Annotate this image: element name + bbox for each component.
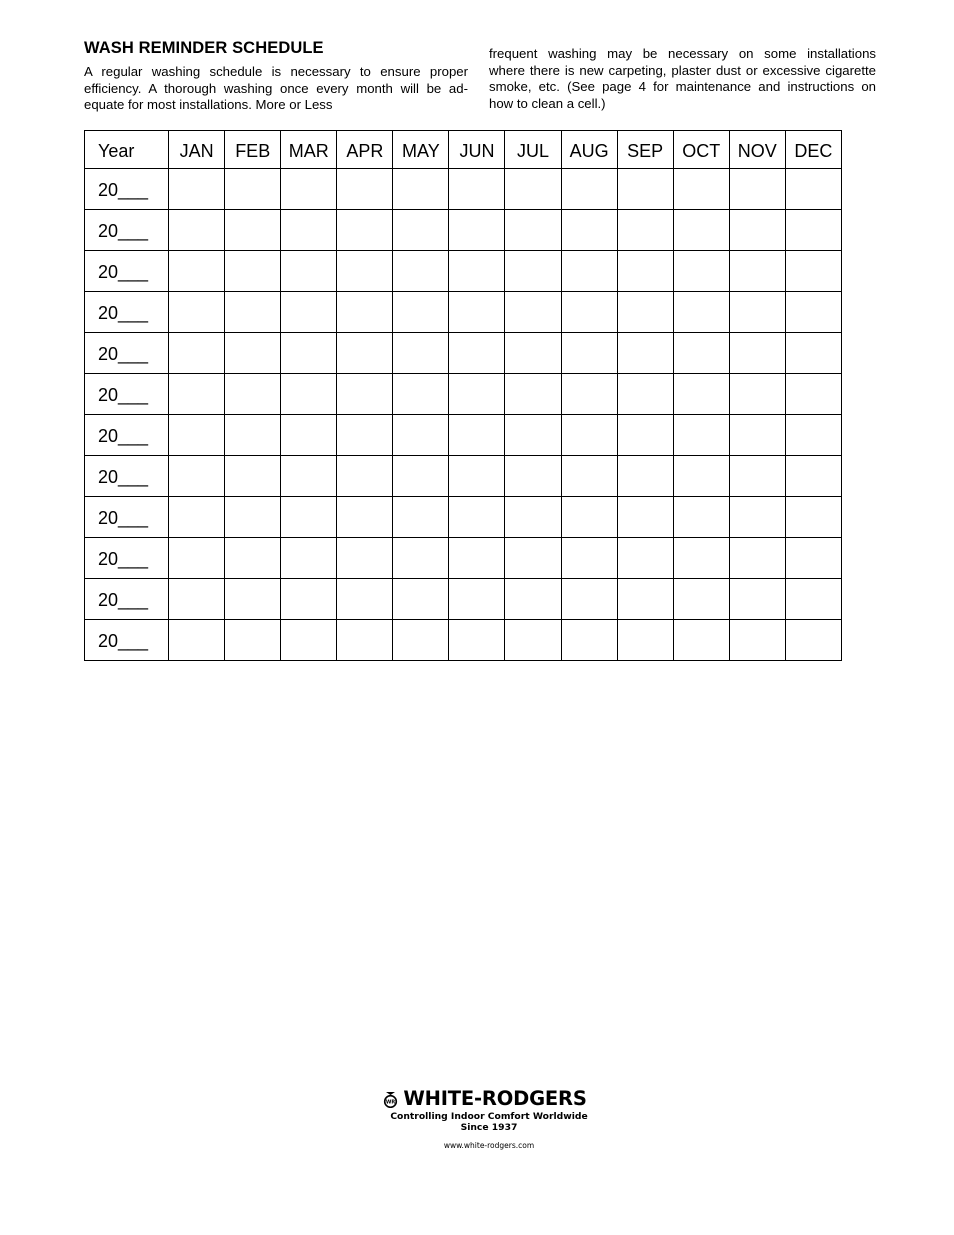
month-cell-mar	[281, 620, 337, 661]
month-cell-dec	[785, 210, 841, 251]
month-cell-nov	[729, 538, 785, 579]
intro-line: where there is new carpeting, plaster dust or excessive cigarette	[489, 62, 876, 78]
month-cell-feb	[225, 620, 281, 661]
intro-line: efficiency. A thorough washing once every month will be ad-	[84, 80, 468, 96]
month-cell-dec	[785, 374, 841, 415]
intro-line: how to clean a cell.)	[489, 95, 606, 111]
month-cell-oct	[673, 374, 729, 415]
month-cell-jul	[505, 251, 561, 292]
year-cell: 20___	[85, 292, 169, 333]
month-cell-sep	[617, 251, 673, 292]
month-cell-dec	[785, 538, 841, 579]
month-cell-jan	[169, 210, 225, 251]
month-cell-aug	[561, 579, 617, 620]
month-cell-feb	[225, 169, 281, 210]
table-header-row	[85, 131, 842, 169]
month-cell-jul	[505, 333, 561, 374]
month-cell-mar	[281, 374, 337, 415]
year-cell: 20___	[85, 333, 169, 374]
month-cell-jan	[169, 415, 225, 456]
month-cell-oct	[673, 415, 729, 456]
table-row	[85, 579, 842, 620]
month-cell-apr	[337, 374, 393, 415]
month-cell-jun	[449, 538, 505, 579]
table-row	[85, 333, 842, 374]
month-cell-mar	[281, 292, 337, 333]
month-cell-oct	[673, 210, 729, 251]
year-cell: 20___	[85, 579, 169, 620]
year-cell: 20___	[85, 620, 169, 661]
year-cell: 20___	[85, 538, 169, 579]
month-cell-nov	[729, 292, 785, 333]
month-cell-jan	[169, 374, 225, 415]
intro-paragraph-left	[84, 64, 468, 114]
month-cell-nov	[729, 497, 785, 538]
month-cell-mar	[281, 251, 337, 292]
month-cell-apr	[337, 497, 393, 538]
month-cell-aug	[561, 292, 617, 333]
intro-line: A regular washing schedule is necessary to ensure proper	[84, 64, 468, 79]
table-row	[85, 374, 842, 415]
year-cell: 20___	[85, 210, 169, 251]
month-cell-feb	[225, 333, 281, 374]
month-cell-sep	[617, 292, 673, 333]
month-cell-feb	[225, 374, 281, 415]
month-cell-nov	[729, 620, 785, 661]
month-header-sep: SEP	[617, 131, 673, 169]
month-header-oct: OCT	[673, 131, 729, 169]
month-cell-jul	[505, 169, 561, 210]
month-cell-jun	[449, 579, 505, 620]
month-cell-oct	[673, 456, 729, 497]
month-cell-dec	[785, 579, 841, 620]
brand-tagline: Controlling Indoor Comfort Worldwide	[390, 1111, 588, 1122]
intro-line: smoke, etc. (See page 4 for maintenance and instructions on	[489, 79, 876, 95]
month-cell-apr	[337, 579, 393, 620]
month-header-dec: DEC	[785, 131, 841, 169]
month-cell-nov	[729, 579, 785, 620]
month-cell-jun	[449, 292, 505, 333]
month-cell-sep	[617, 374, 673, 415]
month-cell-may	[393, 292, 449, 333]
month-cell-feb	[225, 579, 281, 620]
table-row	[85, 251, 842, 292]
month-cell-may	[393, 251, 449, 292]
month-header-nov: NOV	[729, 131, 785, 169]
month-cell-jan	[169, 456, 225, 497]
table-row	[85, 210, 842, 251]
brand-since: Since 1937	[460, 1122, 518, 1133]
month-cell-mar	[281, 333, 337, 374]
month-cell-mar	[281, 456, 337, 497]
month-cell-dec	[785, 333, 841, 374]
month-cell-jul	[505, 579, 561, 620]
year-cell: 20___	[85, 415, 169, 456]
month-cell-jul	[505, 497, 561, 538]
wash-schedule-table	[84, 130, 842, 661]
month-header-feb: FEB	[225, 131, 281, 169]
month-cell-feb	[225, 415, 281, 456]
month-cell-oct	[673, 251, 729, 292]
month-cell-aug	[561, 169, 617, 210]
year-cell: 20___	[85, 497, 169, 538]
month-cell-mar	[281, 579, 337, 620]
month-cell-oct	[673, 620, 729, 661]
month-header-jan: JAN	[169, 131, 225, 169]
month-cell-may	[393, 538, 449, 579]
intro-paragraph-right	[489, 46, 876, 112]
month-header-aug: AUG	[561, 131, 617, 169]
month-cell-oct	[673, 579, 729, 620]
month-cell-sep	[617, 169, 673, 210]
month-cell-sep	[617, 497, 673, 538]
month-cell-sep	[617, 456, 673, 497]
month-cell-aug	[561, 251, 617, 292]
month-cell-jun	[449, 497, 505, 538]
month-header-apr: APR	[337, 131, 393, 169]
month-cell-jul	[505, 538, 561, 579]
month-cell-nov	[729, 169, 785, 210]
month-cell-jul	[505, 210, 561, 251]
month-cell-jun	[449, 333, 505, 374]
page-title: WASH REMINDER SCHEDULE	[84, 39, 324, 57]
month-cell-sep	[617, 620, 673, 661]
month-header-may: MAY	[393, 131, 449, 169]
month-cell-dec	[785, 456, 841, 497]
month-cell-aug	[561, 333, 617, 374]
month-cell-dec	[785, 620, 841, 661]
month-cell-apr	[337, 251, 393, 292]
website-url: www.white-rodgers.com	[443, 1141, 535, 1150]
month-cell-apr	[337, 292, 393, 333]
table-body	[85, 169, 842, 661]
month-cell-jan	[169, 333, 225, 374]
month-cell-mar	[281, 210, 337, 251]
month-cell-jun	[449, 251, 505, 292]
month-cell-feb	[225, 538, 281, 579]
month-cell-dec	[785, 497, 841, 538]
year-cell: 20___	[85, 456, 169, 497]
year-cell: 20___	[85, 169, 169, 210]
footer-logo	[340, 1088, 630, 1150]
month-cell-aug	[561, 620, 617, 661]
month-cell-oct	[673, 497, 729, 538]
month-cell-aug	[561, 497, 617, 538]
month-cell-aug	[561, 538, 617, 579]
month-cell-feb	[225, 456, 281, 497]
month-cell-oct	[673, 169, 729, 210]
brand-name: WHITE-RODGERS	[403, 1087, 587, 1110]
month-cell-may	[393, 374, 449, 415]
month-cell-aug	[561, 374, 617, 415]
month-cell-mar	[281, 415, 337, 456]
month-cell-mar	[281, 497, 337, 538]
month-cell-jan	[169, 579, 225, 620]
month-cell-mar	[281, 538, 337, 579]
month-cell-jun	[449, 415, 505, 456]
month-cell-nov	[729, 456, 785, 497]
month-cell-sep	[617, 579, 673, 620]
month-cell-feb	[225, 497, 281, 538]
month-cell-jan	[169, 497, 225, 538]
intro-line: equate for most installations. More or Less	[84, 97, 333, 113]
month-cell-dec	[785, 251, 841, 292]
month-cell-jul	[505, 620, 561, 661]
month-cell-dec	[785, 415, 841, 456]
table-row	[85, 620, 842, 661]
month-cell-nov	[729, 333, 785, 374]
month-cell-apr	[337, 620, 393, 661]
year-cell: 20___	[85, 374, 169, 415]
month-cell-jan	[169, 620, 225, 661]
month-cell-nov	[729, 251, 785, 292]
month-cell-apr	[337, 538, 393, 579]
month-header-jul: JUL	[505, 131, 561, 169]
month-cell-feb	[225, 210, 281, 251]
month-cell-nov	[729, 210, 785, 251]
month-cell-apr	[337, 210, 393, 251]
month-cell-mar	[281, 169, 337, 210]
month-cell-jul	[505, 292, 561, 333]
table-row	[85, 456, 842, 497]
month-cell-apr	[337, 415, 393, 456]
table-row	[85, 292, 842, 333]
month-cell-sep	[617, 415, 673, 456]
month-cell-may	[393, 456, 449, 497]
white-rodgers-logo-icon	[383, 1091, 398, 1108]
month-cell-jan	[169, 538, 225, 579]
table-row	[85, 497, 842, 538]
month-cell-dec	[785, 292, 841, 333]
month-cell-jun	[449, 210, 505, 251]
month-cell-jul	[505, 415, 561, 456]
month-cell-jul	[505, 456, 561, 497]
month-cell-oct	[673, 333, 729, 374]
month-cell-may	[393, 579, 449, 620]
month-cell-jun	[449, 169, 505, 210]
month-cell-aug	[561, 210, 617, 251]
year-cell: 20___	[85, 251, 169, 292]
month-cell-jun	[449, 374, 505, 415]
month-cell-sep	[617, 333, 673, 374]
month-cell-sep	[617, 210, 673, 251]
table-row	[85, 538, 842, 579]
intro-line: frequent washing may be necessary on some installations	[489, 46, 876, 61]
month-cell-nov	[729, 415, 785, 456]
month-header-jun: JUN	[449, 131, 505, 169]
table-row	[85, 169, 842, 210]
month-cell-may	[393, 333, 449, 374]
month-cell-may	[393, 169, 449, 210]
month-cell-jun	[449, 620, 505, 661]
month-cell-dec	[785, 169, 841, 210]
year-column-header: Year	[85, 131, 169, 169]
month-cell-may	[393, 620, 449, 661]
month-cell-jun	[449, 456, 505, 497]
month-cell-apr	[337, 456, 393, 497]
month-cell-feb	[225, 251, 281, 292]
month-cell-aug	[561, 415, 617, 456]
month-cell-jan	[169, 251, 225, 292]
month-cell-oct	[673, 538, 729, 579]
month-cell-jul	[505, 374, 561, 415]
month-cell-apr	[337, 169, 393, 210]
svg-text:WR: WR	[386, 1099, 396, 1105]
table-row	[85, 415, 842, 456]
month-cell-may	[393, 415, 449, 456]
month-cell-apr	[337, 333, 393, 374]
logo-line	[340, 1088, 630, 1110]
month-cell-jan	[169, 169, 225, 210]
month-cell-jan	[169, 292, 225, 333]
month-cell-nov	[729, 374, 785, 415]
month-cell-feb	[225, 292, 281, 333]
month-cell-oct	[673, 292, 729, 333]
month-cell-aug	[561, 456, 617, 497]
month-cell-may	[393, 210, 449, 251]
month-cell-may	[393, 497, 449, 538]
month-cell-sep	[617, 538, 673, 579]
month-header-mar: MAR	[281, 131, 337, 169]
